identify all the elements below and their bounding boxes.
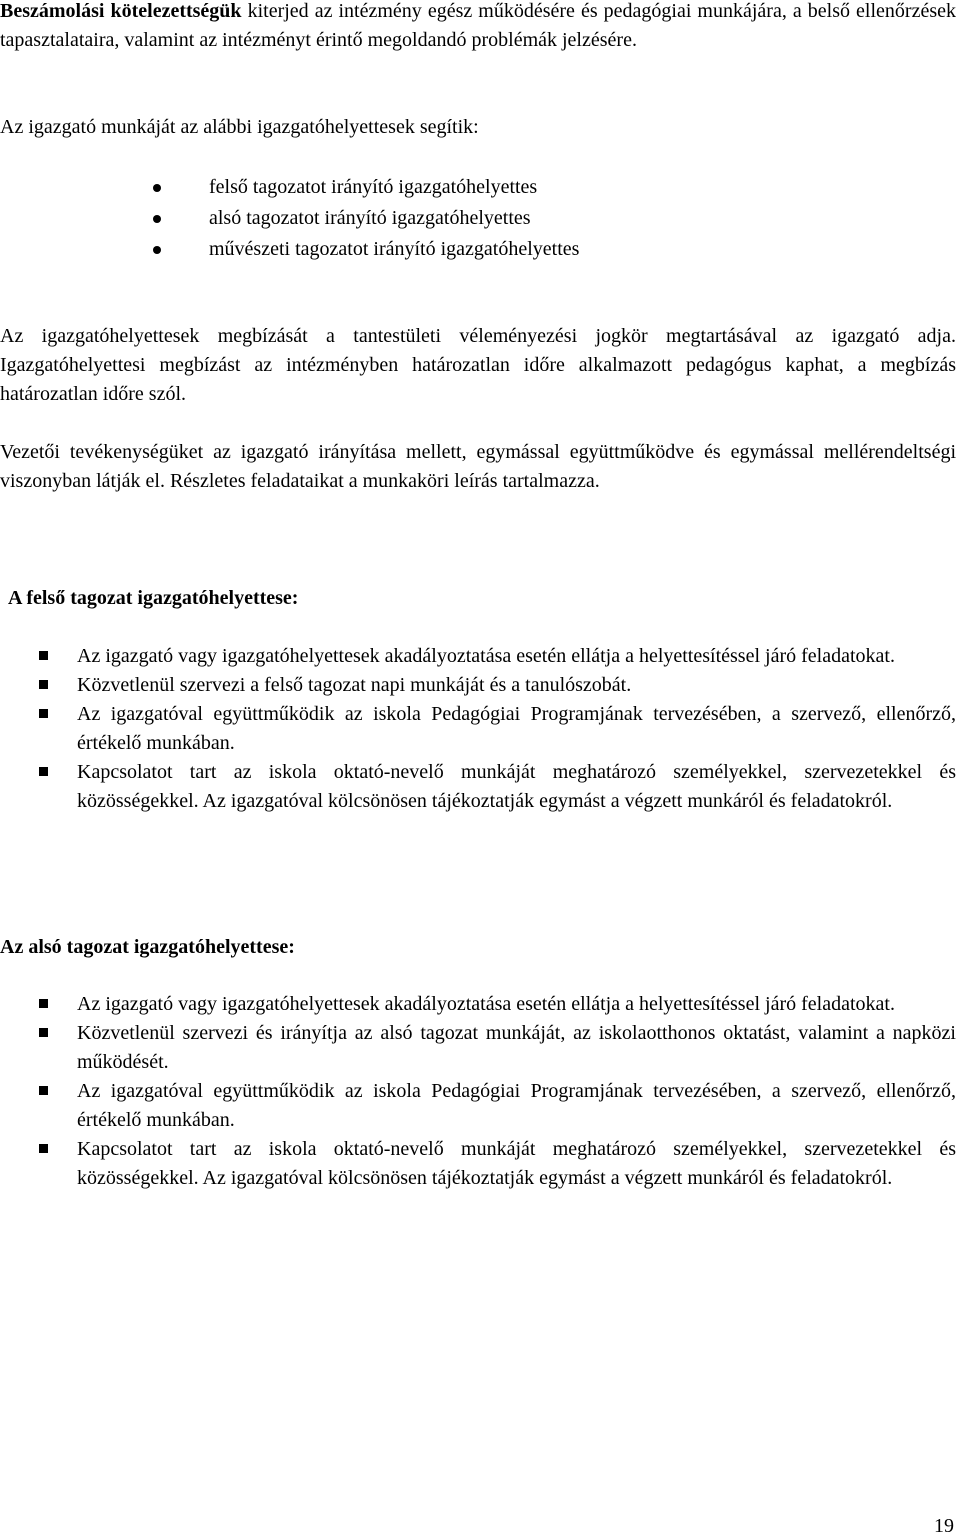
square-bullet-icon (39, 1086, 48, 1095)
lower-duty-text: Közvetlenül szervezi és irányítja az alsó tagozat munkáját, az iskolaotthonos oktatást, valamint a napközi működését. (77, 1022, 956, 1073)
square-bullet-icon (39, 709, 48, 718)
lower-duty-item (0, 1135, 956, 1193)
square-bullet-icon (39, 999, 48, 1008)
cooperation-paragraph: Vezetői tevékenységüket az igazgató irányítása mellett, egymással együttműködve és egymással mellérendeltségi viszonyban látják el. Részletes feladataikat a munkaköri leírás tartalmazza. (0, 441, 956, 492)
square-bullet-icon (39, 680, 48, 689)
upper-duty-item (0, 700, 956, 758)
deputy-item-text: felső tagozatot irányító igazgatóhelyettes (209, 176, 538, 198)
upper-duty-item (0, 671, 956, 700)
lower-duty-text: Az igazgató vagy igazgatóhelyettesek akadályoztatása esetén ellátja a helyettesítéssel járó feladatokat. (77, 993, 895, 1015)
deputy-item-text: művészeti tagozatot irányító igazgatóhelyettes (209, 238, 580, 260)
lower-duties-list (0, 990, 956, 1193)
square-bullet-icon (39, 1028, 48, 1037)
upper-duty-item (0, 758, 956, 816)
lower-section-heading: Az alsó tagozat igazgatóhelyettese: (0, 936, 295, 958)
square-bullet-icon (39, 1144, 48, 1153)
lower-duty-item (0, 990, 956, 1019)
upper-duty-text: Az igazgatóval együttműködik az iskola Pedagógiai Programjának tervezésében, a szervező, ellenőrző, értékelő munkában. (77, 703, 956, 754)
intro-lead: Beszámolási kötelezettségük (0, 0, 242, 22)
lower-duty-text: Az igazgatóval együttműködik az iskola Pedagógiai Programjának tervezésében, a szervező, ellenőrző, értékelő munkában. (77, 1080, 956, 1131)
square-bullet-icon (39, 767, 48, 776)
upper-duty-text: Az igazgató vagy igazgatóhelyettesek akadályoztatása esetén ellátja a helyettesítéssel járó feladatokat. (77, 645, 895, 667)
upper-duty-item (0, 642, 956, 671)
intro-text: kiterjed az intézmény egész működésére és pedagógiai munkájára, a belső ellenőrzések tapasztalataira, valamint az intézményt érintő megoldandó problémák jelzésére. (0, 0, 956, 51)
appointment-paragraph: Az igazgatóhelyettesek megbízását a tantestületi véleményezési jogkör megtartásával az igazgató adja. Igazgatóhelyettesi megbízást az intézményben határozatlan időre alkalmazott pedagógus kaphat, a megbízás határozatlan időre szól. (0, 325, 956, 405)
bullet-dot-icon (153, 246, 161, 254)
upper-duties-list (0, 642, 956, 816)
intro-paragraph (0, 0, 956, 55)
bullet-dot-icon (153, 215, 161, 223)
deputy-item-text: alsó tagozatot irányító igazgatóhelyettes (209, 207, 531, 229)
page-number: 19 (934, 1515, 954, 1537)
upper-duty-text: Kapcsolatot tart az iskola oktató-nevelő munkáját meghatározó személyekkel, szervezetekkel és közösségekkel. Az igazgatóval kölcsönösen tájékoztatják egymást a végzett munkáról és feladatokról. (77, 761, 956, 812)
lower-duty-item (0, 1077, 956, 1135)
bullet-dot-icon (153, 184, 161, 192)
lower-duty-text: Kapcsolatot tart az iskola oktató-nevelő munkáját meghatározó személyekkel, szervezetekkel és közösségekkel. Az igazgatóval kölcsönösen tájékoztatják egymást a végzett munkáról és feladatokról. (77, 1138, 956, 1189)
upper-duty-text: Közvetlenül szervezi a felső tagozat napi munkáját és a tanulószobát. (77, 674, 632, 696)
deputies-heading: Az igazgató munkáját az alábbi igazgatóhelyettesek segítik: (0, 116, 479, 138)
square-bullet-icon (39, 651, 48, 660)
lower-duty-item (0, 1019, 956, 1077)
upper-section-heading: A felső tagozat igazgatóhelyettese: (8, 587, 299, 609)
